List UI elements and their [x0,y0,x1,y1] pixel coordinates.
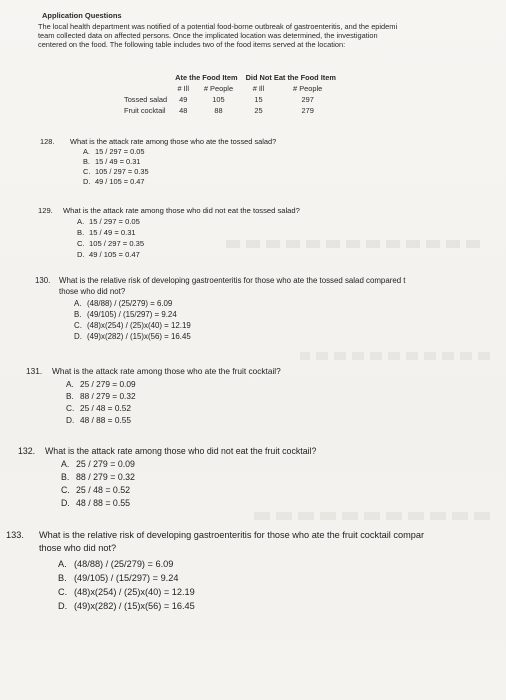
answer-option: B. (49/105) / (15/297) = 9.24 [74,310,177,319]
bleed-through-texture [220,240,480,248]
answer-option: C. (48)x(254) / (25)x(40) = 12.19 [74,321,191,330]
food-item-table [120,72,340,116]
answer-option: D. 48 / 88 = 0.55 [66,415,131,425]
question-stem: What is the attack rate among those who did not eat the tossed salad? [63,206,300,215]
row-item-name: Fruit cocktail [124,106,166,115]
question-number: 133. [6,530,24,540]
answer-option: D. 49 / 105 = 0.47 [83,177,145,186]
table-row [120,94,340,105]
section-heading: Application Questions [42,11,122,20]
answer-option: D. 49 / 105 = 0.47 [77,250,140,259]
answer-option: B. 88 / 279 = 0.32 [66,391,136,401]
cell-not-people: 297 [301,95,314,104]
question-stem: What is the attack rate among those who did not eat the fruit cocktail? [45,446,317,456]
col-header-ill: # Ill [252,84,265,93]
question-stem: What is the relative risk of developing gastroenteritis for those who ate the fruit cocktail compar [39,530,425,540]
bleed-through-texture [250,512,490,520]
answer-option: A. 15 / 297 = 0.05 [83,147,145,156]
question-stem: What is the attack rate among those who ate the fruit cocktail? [52,366,281,376]
answer-option: B. 88 / 279 = 0.32 [61,472,135,482]
intro-line: The local health department was notified of a potential food-borne outbreak of gastroenteritis, and the epidemi [38,22,398,31]
answer-option: A. 25 / 279 = 0.09 [61,459,135,469]
cell-not-people: 279 [301,106,314,115]
question-number: 132. [18,446,36,456]
question-stem: What is the relative risk of developing gastroenteritis for those who ate the tossed salad compared t [59,276,406,285]
answer-option: A. (48/88) / (25/279) = 6.09 [58,559,174,569]
answer-option: D. 48 / 88 = 0.55 [61,498,131,508]
answer-option: C. 25 / 48 = 0.52 [66,403,131,413]
question-number: 131. [26,366,43,376]
table-row [120,105,340,116]
answer-option: B. 15 / 49 = 0.31 [77,228,136,237]
cell-ate-ill: 49 [179,95,188,104]
intro-line: team collected data on affected persons. Once the implicated location was determined, the investigation [38,31,378,40]
answer-option: A. 25 / 279 = 0.09 [66,379,136,389]
question-number: 129. [38,206,53,215]
group-header-not-ate: Did Not Eat the Food Item [245,73,336,82]
col-header-people: # People [293,84,323,93]
question-number: 130. [35,276,51,285]
bleed-through-texture [300,352,490,360]
answer-option: D. (49)x(282) / (15)x(56) = 16.45 [58,601,195,611]
cell-ate-ill: 48 [179,106,188,115]
answer-option: A. (48/88) / (25/279) = 6.09 [74,299,173,308]
cell-not-ill: 15 [254,95,263,104]
cell-not-ill: 25 [254,106,263,115]
table-group-header-row [120,72,340,83]
answer-option: D. (49)x(282) / (15)x(56) = 16.45 [74,332,191,341]
col-header-ill: # Ill [177,84,190,93]
answer-option: C. (48)x(254) / (25)x(40) = 12.19 [58,587,195,597]
row-item-name: Tossed salad [124,95,168,104]
question-stem: those who did not? [39,543,117,553]
intro-paragraph [38,22,506,49]
answer-option: C. 105 / 297 = 0.35 [83,167,149,176]
question-number: 128. [40,137,55,146]
group-header-ate: Ate the Food Item [175,73,238,82]
question-stem: those who did not? [59,287,126,296]
col-header-people: # People [203,84,234,93]
question-stem: What is the attack rate among those who ate the tossed salad? [70,137,277,146]
answer-option: A. 15 / 297 = 0.05 [77,217,140,226]
answer-option: B. (49/105) / (15/297) = 9.24 [58,573,179,583]
cell-ate-people: 88 [214,106,223,115]
answer-option: C. 105 / 297 = 0.35 [77,239,145,248]
intro-line: centered on the food. The following table includes two of the food items served at the location: [38,40,346,49]
table-column-header-row [120,83,340,94]
answer-option: C. 25 / 48 = 0.52 [61,485,131,495]
answer-option: B. 15 / 49 = 0.31 [83,157,141,166]
cell-ate-people: 105 [212,95,225,104]
